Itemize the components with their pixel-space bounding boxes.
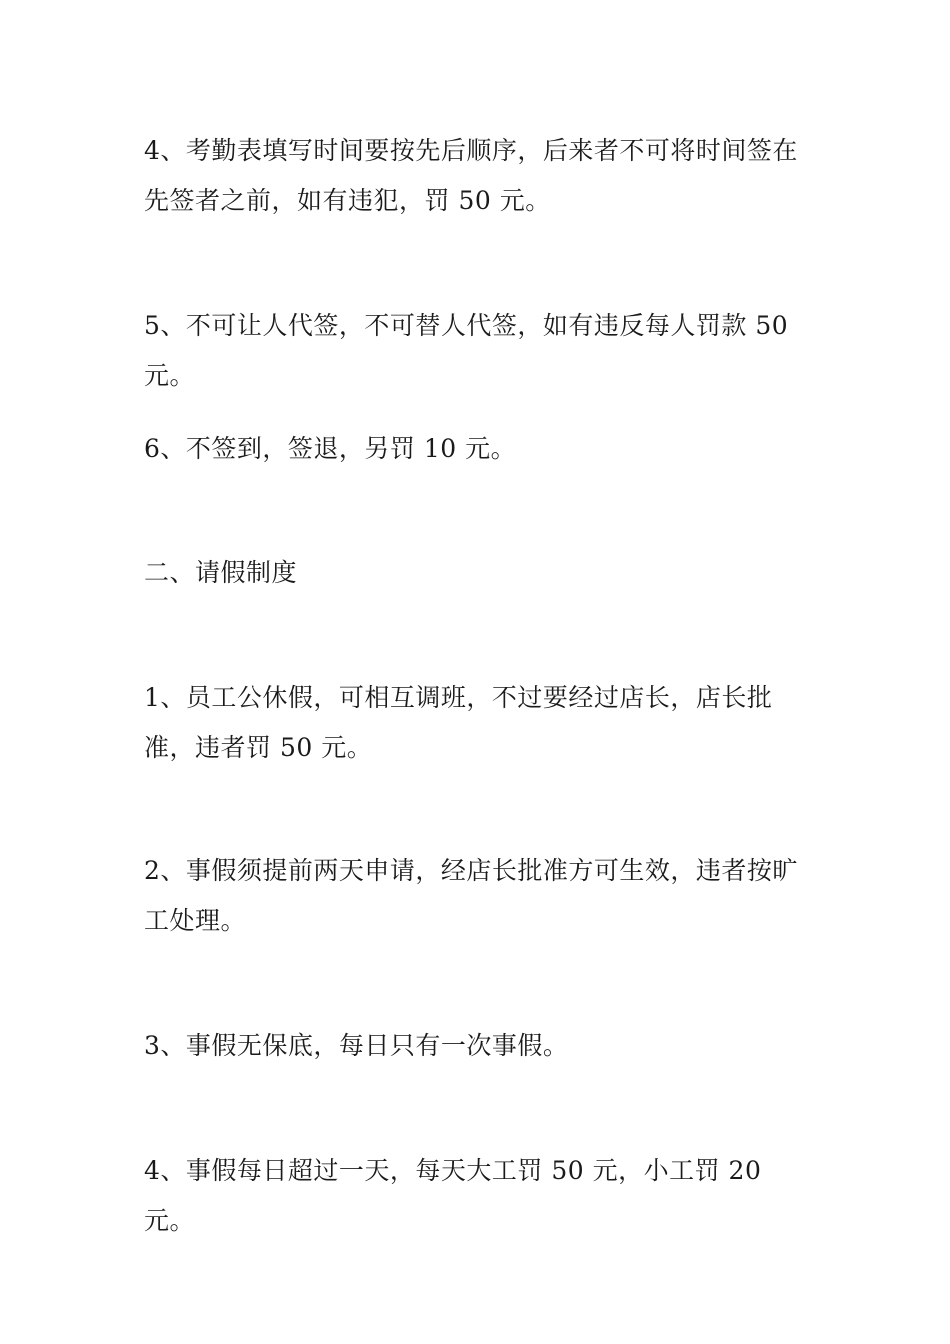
paragraph-leave-rule-1: 1、员工公休假，可相互调班，不过要经过店长，店长批准，违者罚 50 元。: [144, 683, 773, 762]
section-heading-leave-policy: 二、请假制度: [144, 558, 298, 587]
paragraph-leave-rule-2: 2、事假须提前两天申请，经店长批准方可生效，违者按旷工处理。: [144, 856, 798, 935]
paragraph-rule-6-no-sign-in: 6、不签到，签退，另罚 10 元。: [144, 434, 517, 463]
paragraph-leave-rule-4: 4、事假每日超过一天，每天大工罚 50 元，小工罚 20 元。: [144, 1156, 762, 1235]
paragraph-rule-4-timesheet-order: 4、考勤表填写时间要按先后顺序，后来者不可将时间签在先签者之前，如有违犯，罚 50 元。: [144, 136, 798, 215]
paragraph-rule-5-proxy-signing: 5、不可让人代签，不可替人代签，如有违反每人罚款 50 元。: [144, 311, 789, 390]
paragraph-leave-rule-3: 3、事假无保底，每日只有一次事假。: [144, 1031, 569, 1060]
